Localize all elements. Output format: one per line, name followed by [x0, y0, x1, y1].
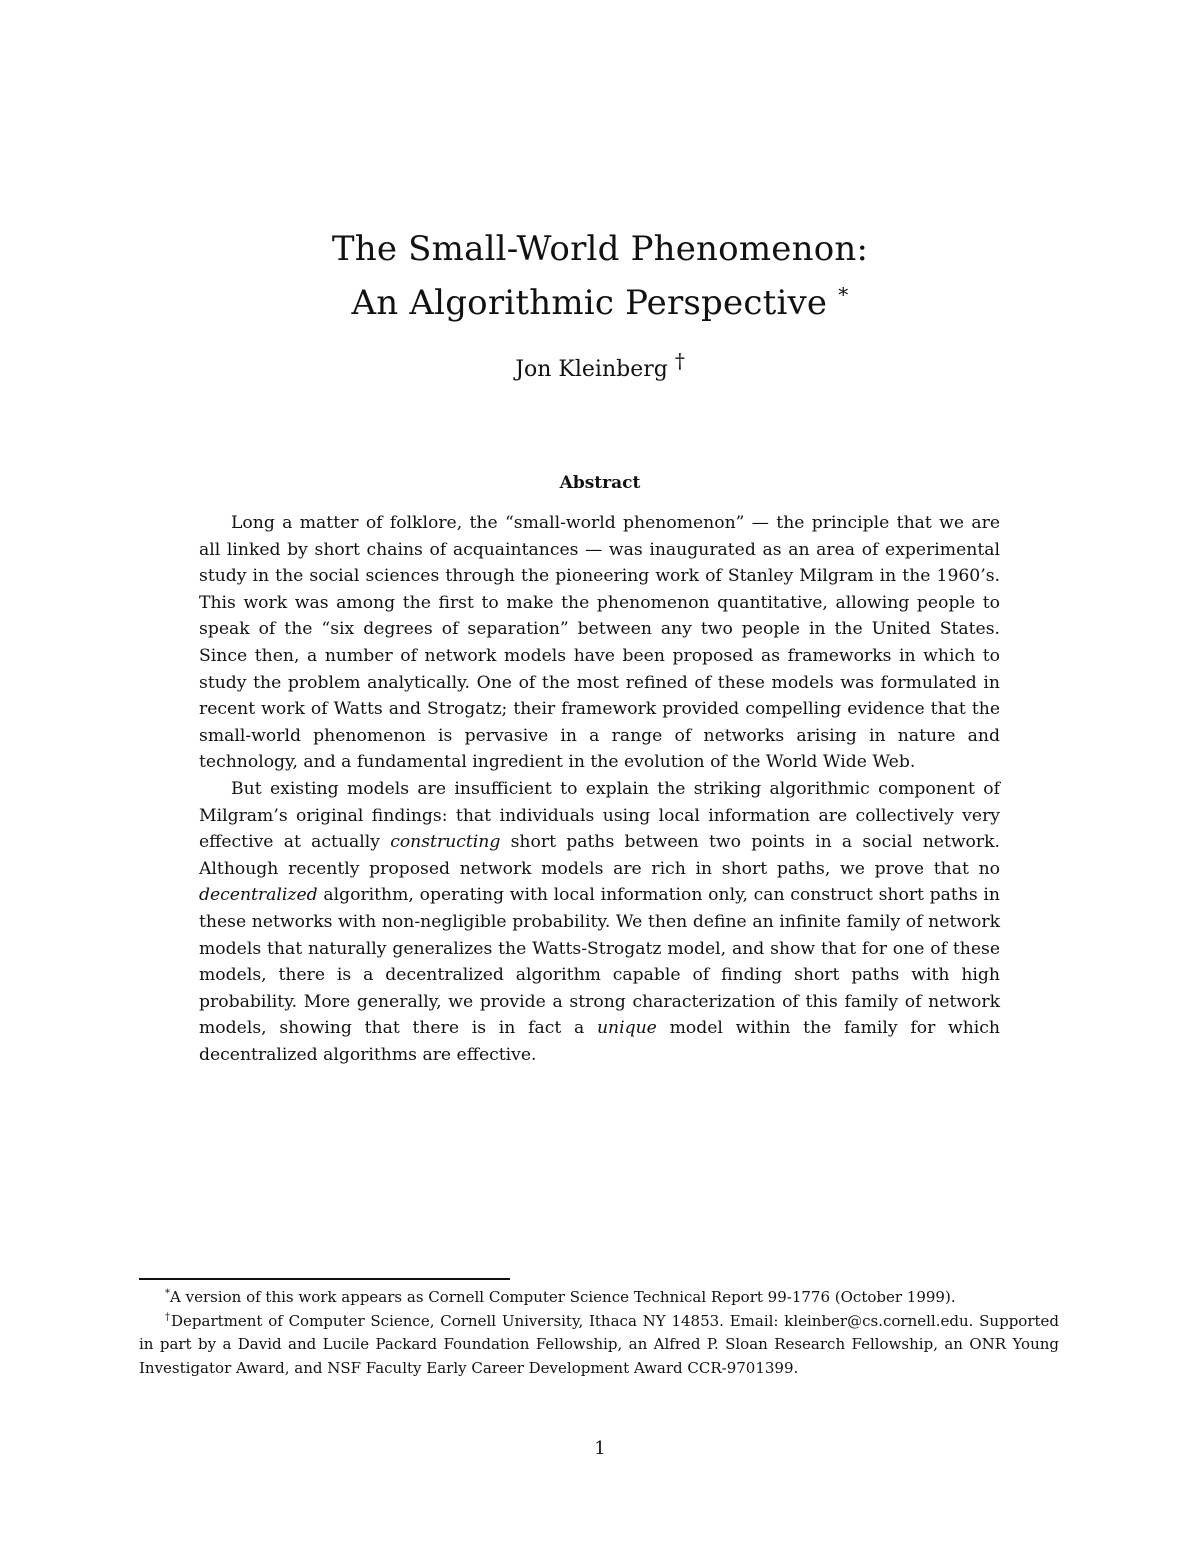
author-name: Jon Kleinberg — [515, 357, 668, 382]
footnote-2-mark: † — [165, 1311, 172, 1323]
author-footnote-mark: † — [674, 348, 685, 373]
footnote-2 — [139, 1310, 1059, 1381]
page-number: 1 — [594, 1438, 606, 1459]
footnote-1-text: A version of this work appears as Cornell Computer Science Technical Report 99-1776 (October 1999). — [170, 1288, 956, 1306]
paper-title — [0, 222, 1200, 330]
footnote-1-mark: * — [165, 1288, 170, 1299]
abstract-p2-text-b: short paths between two points in a social network. Although recently proposed network models are rich in short paths, we prove that no — [199, 832, 1001, 879]
emphasis-constructing: constructing — [390, 832, 501, 853]
author-line — [0, 348, 1200, 385]
emphasis-decentralized: decentralized — [199, 885, 318, 906]
abstract-body — [199, 510, 1000, 1068]
title-line-1-text: The Small-World Phenomenon: — [331, 229, 869, 269]
abstract-p2-text-c: algorithm, operating with local information only, can construct short paths in these networks with non-negligible probability. We then define an infinite family of network models that naturally generalizes the Watts-Strogatz model, and show that for one of these models, there is a decentralized algorithm capable of finding short paths with high probability. More generally, we provide a strong characterization of this family of network models, showing that there is in fact a — [199, 885, 1000, 1039]
abstract-heading: Abstract — [559, 473, 641, 493]
title-line-2-text: An Algorithmic Perspective — [351, 283, 828, 323]
emphasis-unique: unique — [596, 1018, 657, 1039]
abstract-p2-text-a: But existing models are insufficient to explain the striking algorithmic component of Milgram’s original findings: that individuals using local information are collectively very effective at actually — [199, 778, 1000, 853]
title-line-2 — [0, 276, 1200, 330]
footnote-2-text: Department of Computer Science, Cornell University, Ithaca NY 14853. Email: kleinber@cs.cornell.edu. Supported in part by a David and Lucile Packard Foundation Fellowship, an Alfred P. Sloan Research Fellowship, an ONR Young Investigator Award, and NSF Faculty Early Career Development Award CCR-9701399. — [139, 1311, 1060, 1377]
footnote-1 — [139, 1286, 1059, 1310]
abstract-paragraph-2 — [199, 776, 1000, 1069]
title-footnote-mark: * — [838, 282, 849, 307]
footnote-separator — [139, 1278, 510, 1280]
footnotes — [139, 1286, 1059, 1380]
abstract-paragraph-1: Long a matter of folklore, the “small-world phenomenon” — the principle that we are all linked by short chains of acquaintances — was inaugurated as an area of experimental study in the social sciences through the pioneering work of Stanley Milgram in the 1960’s. This work was among the first to make the phenomenon quantitative, allowing people to speak of the “six degrees of separation” between any two people in the United States. Since then, a number of network models have been proposed as frameworks in which to study the problem analytically. One of the most refined of these models was formulated in recent work of Watts and Strogatz; their framework provided compelling evidence that the small-world phenomenon is pervasive in a range of networks arising in nature and technology, and a fundamental ingredient in the evolution of the World Wide Web. — [199, 513, 1000, 773]
abstract-p2-text-d: model within the family for which decentralized algorithms are effective. — [199, 1018, 1000, 1065]
title-line-1 — [0, 222, 1200, 276]
